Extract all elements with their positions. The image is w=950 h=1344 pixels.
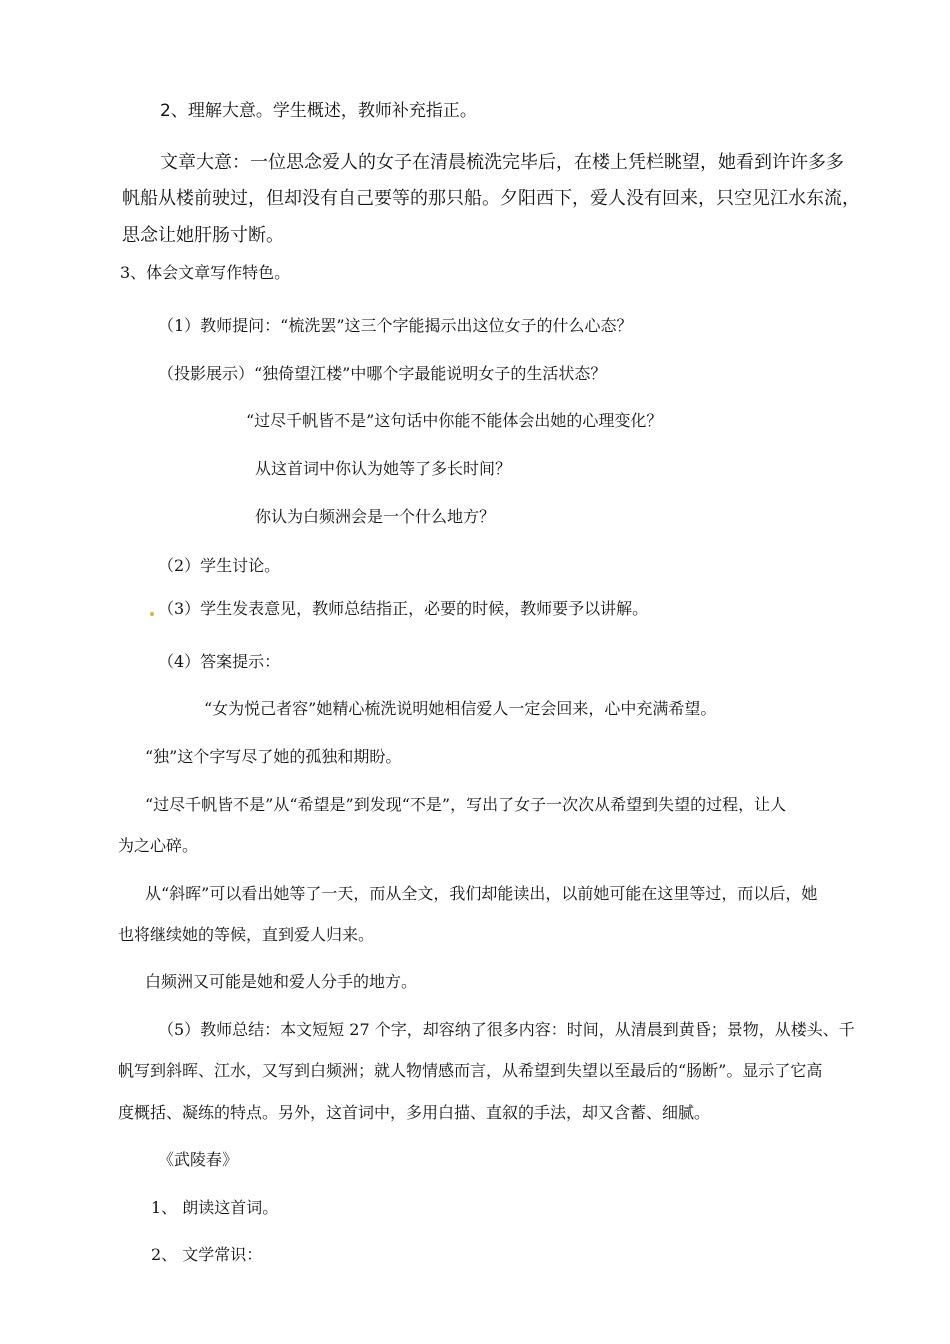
step-discuss: （2）学生讨论。	[158, 556, 281, 575]
answer-3-line-2: 为之心碎。	[118, 836, 199, 855]
question-sub-3: 你认为白频洲会是一个什么地方？	[255, 507, 496, 526]
item-2-literature: 2、 文学常识：	[151, 1245, 263, 1264]
question-projection: （投影展示）“独倚望江楼”中哪个字最能说明女子的生活状态？	[158, 364, 607, 383]
item-1-read: 1、 朗读这首词。	[151, 1198, 279, 1217]
summary-line-2: 帆船从楼前驶过，但却没有自己要等的那只船。夕阳西下，爱人没有回来，只空见江水东流，	[122, 188, 860, 209]
step-answer-hints: （4）答案提示：	[158, 652, 281, 671]
summary-5-line-3: 度概括、凝练的特点。另外，这首词中，多用白描、直叙的手法，却又含蓄、细腻。	[118, 1103, 711, 1122]
summary-5-line-1: （5）教师总结：本文短短 27 个字，却容纳了很多内容：时间，从清晨到黄昏；景物，从楼头、千	[158, 1020, 855, 1039]
question-sub-2: 从这首词中你认为她等了多长时间？	[255, 459, 512, 478]
question-1: （1）教师提问：“梳洗罢”这三个字能揭示出这位女子的什么心态？	[158, 316, 633, 335]
yellow-dot-mark	[150, 612, 154, 616]
step-2-heading: 2、理解大意。学生概述，教师补充指正。	[160, 101, 477, 121]
answer-2: “独”这个字写尽了她的孤独和期盼。	[145, 747, 402, 766]
answer-3-line-1: “过尽千帆皆不是”从“希望是”到发现“不是”，写出了女子一次次从希望到失望的过程，让人	[145, 795, 787, 814]
question-sub-1: “过尽千帆皆不是”这句话中你能不能体会出她的心理变化？	[246, 411, 663, 430]
answer-4-line-1: 从“斜晖”可以看出她等了一天，而从全文，我们却能读出，以前她可能在这里等过，而以后，她	[145, 884, 818, 903]
summary-line-3: 思念让她肝肠寸断。	[122, 225, 284, 246]
answer-1: “女为悦己者容”她精心梳洗说明她相信爱人一定会回来，心中充满希望。	[204, 699, 717, 718]
answer-4-line-2: 也将继续她的等候，直到爱人归来。	[118, 925, 375, 944]
step-opinions: （3）学生发表意见，教师总结指正，必要的时候，教师要予以讲解。	[158, 599, 649, 618]
summary-line-1: 文章大意：一位思念爱人的女子在清晨梳洗完毕后，在楼上凭栏眺望，她看到许许多多	[160, 152, 844, 173]
answer-5: 白频洲又可能是她和爱人分手的地方。	[145, 972, 418, 991]
summary-5-line-2: 帆写到斜晖、江水，又写到白频洲；就人物情感而言，从希望到失望以至最后的“肠断”。显示了它高	[118, 1061, 823, 1080]
step-3-heading: 3、体会文章写作特色。	[120, 263, 291, 282]
poem-title: 《武陵春》	[158, 1150, 239, 1169]
